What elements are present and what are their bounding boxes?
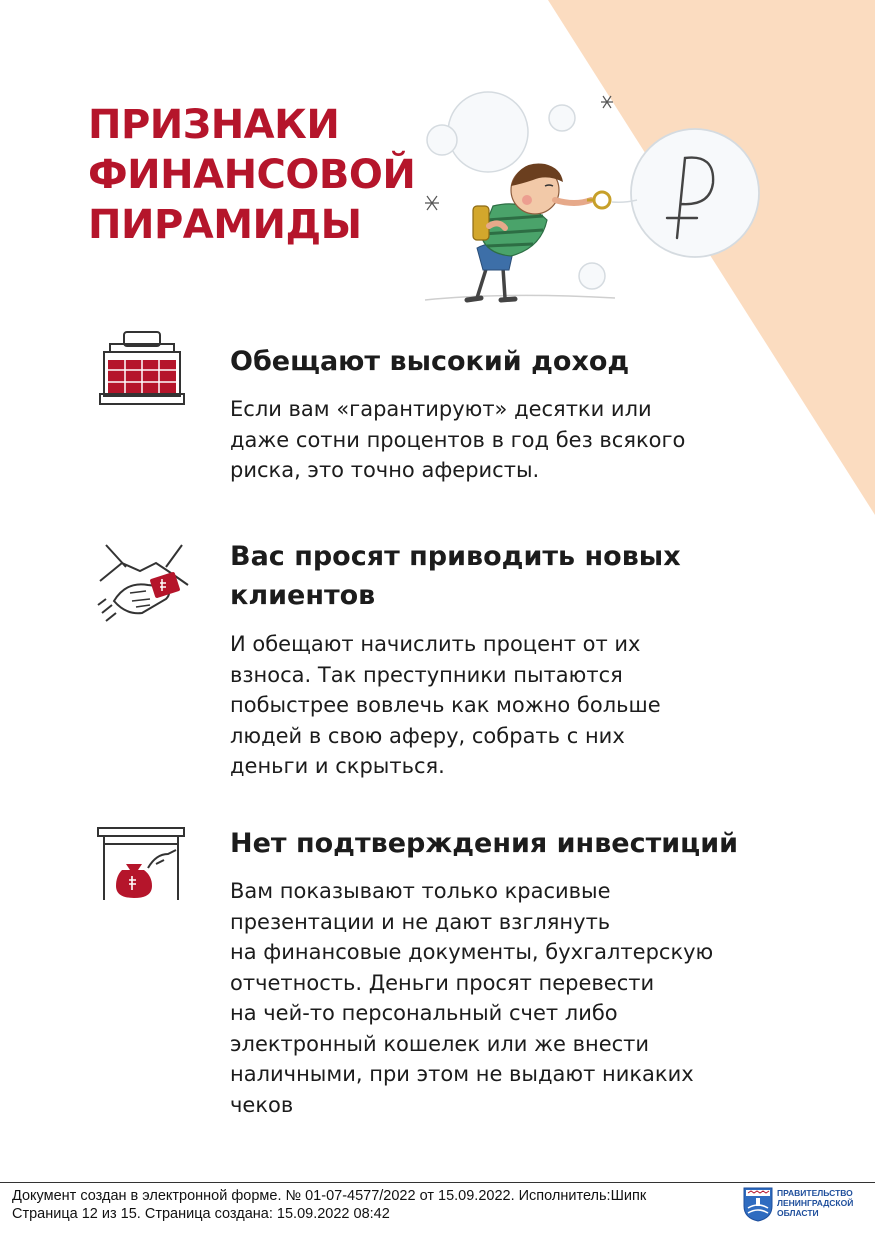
footer-stamp — [12, 1187, 646, 1223]
leningrad-region-coat-of-arms-icon — [742, 1186, 774, 1222]
boy-blowing-ruble-bubble-icon — [415, 88, 775, 308]
footer-divider — [0, 1182, 875, 1183]
section-heading — [230, 537, 681, 615]
title-line: ПРИЗНАКИ — [88, 102, 340, 148]
section-body — [230, 394, 685, 486]
suitcase-money-icon — [96, 330, 188, 410]
heading-line: клиентов — [230, 580, 376, 611]
body-line: презентации и не дают взглянуть — [230, 909, 611, 934]
section-heading — [230, 824, 738, 863]
footer-line-2: Страница 12 из 15. Страница создана: 15.09.2022 08:42 — [12, 1206, 390, 1222]
gov-line: ПРАВИТЕЛЬСТВО — [777, 1188, 853, 1198]
body-line: отчетность. Деньги просят перевести — [230, 970, 655, 995]
body-line: даже сотни процентов в год без всякого — [230, 427, 686, 452]
body-line: наличными, при этом не выдают никаких — [230, 1062, 694, 1086]
body-line: риска, это точно аферисты. — [230, 458, 540, 482]
body-line: И обещают начислить процент от их — [230, 632, 641, 656]
body-line: Если вам «гарантируют» десятки или — [230, 397, 652, 421]
government-label — [777, 1188, 853, 1218]
section-heading — [230, 342, 629, 381]
heading-line: Нет подтверждения инвестиций — [230, 828, 739, 859]
title-line: ФИНАНСОВОЙ — [88, 152, 416, 198]
body-line: побыстрее вовлечь как можно больше — [230, 693, 661, 717]
title-line: ПИРАМИДЫ — [88, 202, 362, 248]
heading-line: Вас просят приводить новых — [230, 541, 681, 572]
body-line: деньги и скрыться. — [230, 754, 445, 778]
body-line: на чей-то персональный счет либо — [230, 1001, 618, 1025]
gov-line: ЛЕНИНГРАДСКОЙ — [777, 1198, 854, 1208]
handshake-money-icon — [96, 541, 192, 627]
body-line: чеков — [230, 1092, 294, 1117]
section-body — [230, 629, 661, 782]
page-title — [88, 100, 415, 250]
gov-line: ОБЛАСТИ — [777, 1208, 819, 1218]
body-line: на финансовые документы, бухгалтерскую — [230, 940, 714, 964]
body-line: электронный кошелек или же внести — [230, 1031, 650, 1056]
footer-line-1: Документ создан в электронной форме. № 01-07-4577/2022 от 15.09.2022. Исполнитель:Шипк — [12, 1188, 647, 1204]
body-line: Вам показывают только красивые — [230, 879, 611, 903]
body-line: людей в свою аферу, собрать с них — [230, 723, 625, 748]
body-line: взноса. Так преступники пытаются — [230, 662, 623, 687]
heading-line: Обещают высокий доход — [230, 346, 630, 377]
section-body — [230, 876, 713, 1120]
money-under-table-icon — [96, 824, 188, 904]
